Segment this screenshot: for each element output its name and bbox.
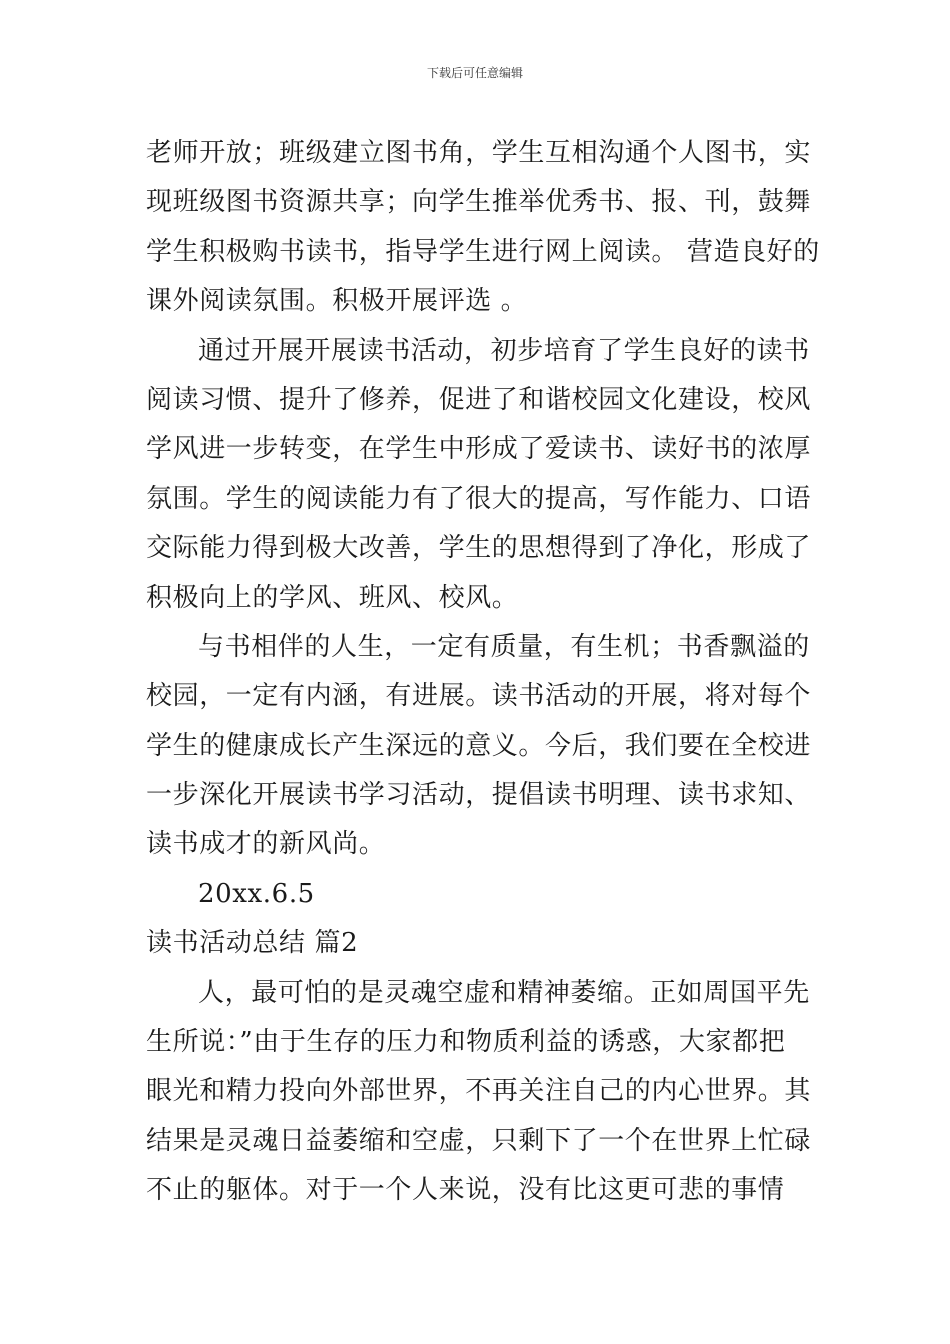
text-line: 校园，一定有内涵，有进展。读书活动的开展，将对每个 — [146, 681, 812, 712]
text-line: 阅读习惯、提升了修养，促进了和谐校园文化建设，校风 — [146, 384, 812, 415]
text-line: 与书相伴的人生，一定有质量，有生机；书香飘溢的 — [198, 631, 810, 662]
text-line: 结果是灵魂日益萎缩和空虚，只剩下了一个在世界上忙碌 — [146, 1125, 812, 1156]
text-line: 通过开展开展读书活动，初步培育了学生良好的读书 — [198, 335, 810, 366]
text-line: 学生的健康成长产生深远的意义。今后，我们要在全校进 — [146, 730, 812, 761]
text-line: 积极向上的学风、班风、校风。 — [146, 582, 519, 613]
text-line: 不止的躯体。对于一个人来说，没有比这更可悲的事情 — [146, 1175, 785, 1206]
page-header: 下载后可任意编辑 — [426, 66, 523, 80]
document-body — [146, 129, 820, 1216]
text-line: 眼光和精力投向外部世界，不再关注自己的内心世界。其 — [146, 1076, 812, 1107]
text-line: 现班级图书资源共享；向学生推举优秀书、报、刊，鼓舞 — [146, 187, 812, 218]
text-line: 一步深化开展读书学习活动，提倡读书明理、读书求知、 — [146, 780, 812, 811]
section-heading: 读书活动总结 篇2 — [146, 928, 359, 959]
text-line: 人，最可怕的是灵魂空虚和精神萎缩。正如周国平先 — [198, 977, 810, 1008]
text-line: 生所说：”由于生存的压力和物质利益的诱惑，大家都把 — [146, 1027, 786, 1058]
date-line: 20xx.6.5 — [198, 878, 315, 909]
text-line: 课外阅读氛围。积极开展评选 。 — [146, 286, 528, 317]
text-line: 读书成才的新风尚。 — [146, 829, 386, 860]
text-line: 交际能力得到极大改善，学生的思想得到了净化，形成了 — [146, 533, 812, 564]
text-line: 学风进一步转变，在学生中形成了爱读书、读好书的浓厚 — [146, 434, 812, 465]
text-line: 学生积极购书读书，指导学生进行网上阅读。 营造良好的 — [146, 236, 820, 267]
text-line: 氛围。学生的阅读能力有了很大的提高，写作能力、口语 — [146, 483, 812, 514]
text-line: 老师开放；班级建立图书角，学生互相沟通个人图书，实 — [146, 138, 812, 168]
